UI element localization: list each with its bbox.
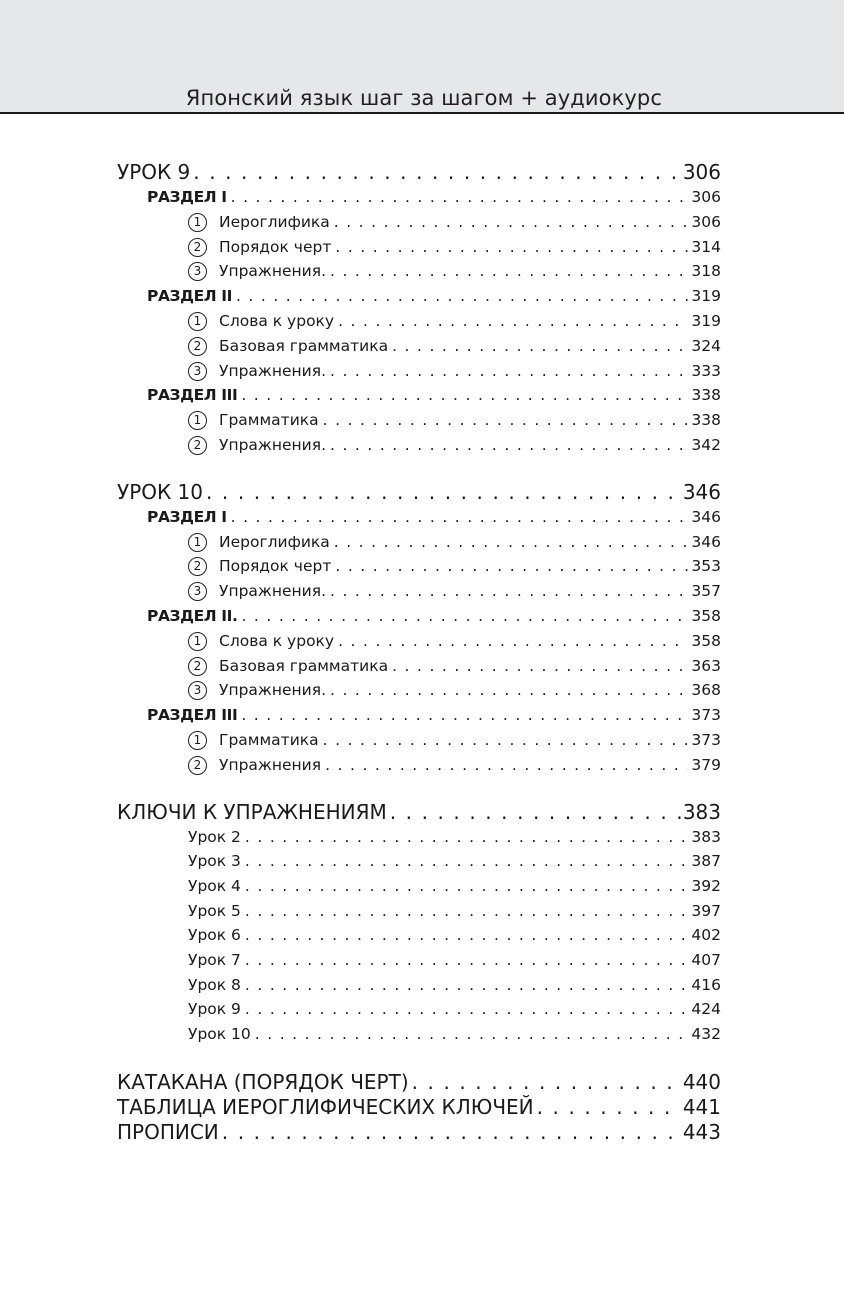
- circled-number-icon: 3: [188, 681, 207, 700]
- dot-leader: [222, 1120, 682, 1145]
- entry-title: Упражнения.: [219, 681, 327, 700]
- dot-leader: [245, 899, 688, 924]
- toc-entry-key-item[interactable]: [117, 899, 721, 924]
- entry-title: Грамматика: [219, 730, 319, 749]
- dot-leader: [412, 1070, 682, 1095]
- page-number: 402: [691, 926, 721, 945]
- toc-entry-item[interactable]: [117, 334, 721, 359]
- entry-title: ПРОПИСИ: [117, 1119, 219, 1144]
- dot-leader: [390, 800, 682, 825]
- entry-title: РАЗДЕЛ III: [147, 706, 238, 725]
- toc-entry-item[interactable]: [117, 753, 721, 778]
- circled-number-icon: 1: [188, 533, 207, 552]
- toc-entry-key-item[interactable]: [117, 874, 721, 899]
- toc-entry-section[interactable]: [117, 383, 721, 408]
- entry-title: Урок 9: [188, 1000, 241, 1019]
- entry-title: РАЗДЕЛ I: [147, 188, 227, 206]
- entry-title: Слова к уроку: [219, 311, 335, 330]
- toc-entry-item[interactable]: [117, 728, 721, 753]
- circled-number-icon: 2: [188, 337, 207, 356]
- dot-leader: [241, 383, 688, 408]
- toc-entry-key-item[interactable]: [117, 997, 721, 1022]
- running-header: [0, 0, 844, 114]
- toc-entry-key-item[interactable]: [117, 973, 721, 998]
- dot-leader: [325, 753, 688, 778]
- dot-leader: [231, 505, 689, 530]
- page-number: 397: [691, 901, 721, 920]
- table-of-contents: [117, 160, 721, 1145]
- entry-title: РАЗДЕЛ II: [147, 287, 232, 306]
- page-number: 432: [691, 1025, 721, 1044]
- dot-leader: [245, 948, 688, 973]
- entry-title: Упражнения.: [219, 262, 327, 281]
- entry-title: Урок 2: [188, 827, 241, 846]
- entry-title: Порядок черт: [219, 237, 332, 256]
- toc-entry-item[interactable]: [117, 359, 721, 384]
- page-number: 306: [682, 160, 721, 184]
- circled-number-icon: 3: [188, 262, 207, 281]
- page-number: 346: [682, 479, 721, 504]
- page-number: 392: [691, 876, 721, 895]
- page-number: 306: [691, 188, 721, 206]
- toc-entry-key-item[interactable]: [117, 849, 721, 874]
- page-number: 314: [691, 237, 721, 256]
- page-number: 379: [691, 755, 721, 774]
- toc-entry-section[interactable]: [117, 185, 721, 210]
- page-number: 319: [691, 287, 721, 306]
- page-number: 338: [691, 411, 721, 430]
- dot-leader: [335, 235, 688, 260]
- dot-leader: [338, 629, 688, 654]
- page-number: 383: [691, 827, 721, 846]
- page-number: 357: [691, 582, 721, 601]
- circled-number-icon: 2: [188, 756, 207, 775]
- page-number: 368: [691, 681, 721, 700]
- entry-title: КАТАКАНА (ПОРЯДОК ЧЕРТ): [117, 1069, 409, 1094]
- entry-title: Упражнения.: [219, 361, 327, 380]
- page-number: 358: [691, 606, 721, 625]
- dot-leader: [241, 703, 688, 728]
- circled-number-icon: 2: [188, 557, 207, 576]
- dot-leader: [392, 334, 688, 359]
- entry-title: Иероглифика: [219, 212, 330, 231]
- entry-title: Урок 4: [188, 876, 241, 895]
- entry-title: Урок 8: [188, 975, 241, 994]
- page-number: 441: [682, 1094, 721, 1119]
- toc-entry-keys[interactable]: [117, 800, 721, 825]
- entry-title: КЛЮЧИ К УПРАЖНЕНИЯМ: [117, 799, 387, 824]
- page-number: 373: [691, 706, 721, 725]
- circled-number-icon: 2: [188, 436, 207, 455]
- entry-title: Урок 5: [188, 901, 241, 920]
- page-number: 346: [691, 532, 721, 551]
- entry-title: ТАБЛИЦА ИЕРОГЛИФИЧЕСКИХ КЛЮЧЕЙ: [117, 1094, 534, 1119]
- toc-entry-section[interactable]: [117, 284, 721, 309]
- toc-entry-item[interactable]: [117, 579, 721, 604]
- dot-leader: [330, 433, 688, 458]
- entry-title: Урок 7: [188, 950, 241, 969]
- page-number: 358: [691, 631, 721, 650]
- entry-title: Упражнения.: [219, 435, 327, 454]
- toc-entry-item[interactable]: [117, 678, 721, 703]
- toc-entry-key-item[interactable]: [117, 825, 721, 850]
- toc-entry-key-item[interactable]: [117, 923, 721, 948]
- dot-leader: [245, 997, 688, 1022]
- page-number: 306: [691, 212, 721, 231]
- dot-leader: [537, 1095, 682, 1120]
- dot-leader: [245, 825, 688, 850]
- dot-leader: [330, 259, 688, 284]
- entry-title: УРОК 9: [117, 160, 191, 184]
- toc-entry-item[interactable]: [117, 210, 721, 235]
- toc-entry-item[interactable]: [117, 554, 721, 579]
- toc-entry-appendix[interactable]: [117, 1070, 721, 1095]
- entry-title: Порядок черт: [219, 557, 332, 576]
- dot-leader: [206, 480, 682, 505]
- dot-leader: [334, 210, 689, 235]
- page-number: 387: [691, 852, 721, 871]
- entry-title: РАЗДЕЛ II.: [147, 606, 238, 625]
- dot-leader: [323, 408, 689, 433]
- page-number: 440: [682, 1069, 721, 1094]
- toc-entry-key-item[interactable]: [117, 1022, 721, 1047]
- toc-entry-item[interactable]: [117, 654, 721, 679]
- entry-title: РАЗДЕЛ I: [147, 507, 227, 526]
- toc-entry-lesson[interactable]: [117, 480, 721, 505]
- dot-leader: [231, 185, 689, 210]
- dot-leader: [241, 604, 688, 629]
- entry-title: Иероглифика: [219, 532, 330, 551]
- dot-leader: [330, 359, 688, 384]
- page-number: 338: [691, 386, 721, 405]
- page-number: 346: [691, 507, 721, 526]
- entry-title: Урок 3: [188, 852, 241, 871]
- toc-entry-item[interactable]: [117, 235, 721, 260]
- toc-entry-item[interactable]: [117, 433, 721, 458]
- page-number: 363: [691, 656, 721, 675]
- entry-title: Базовая грамматика: [219, 656, 389, 675]
- entry-title: РАЗДЕЛ III: [147, 386, 238, 405]
- circled-number-icon: 1: [188, 411, 207, 430]
- dot-leader: [245, 923, 688, 948]
- entry-title: Слова к уроку: [219, 631, 335, 650]
- dot-leader: [392, 654, 688, 679]
- page-number: 319: [691, 311, 721, 330]
- circled-number-icon: 1: [188, 213, 207, 232]
- circled-number-icon: 2: [188, 657, 207, 676]
- dot-leader: [236, 284, 688, 309]
- circled-number-icon: 1: [188, 731, 207, 750]
- dot-leader: [245, 973, 688, 998]
- page-number: 407: [691, 950, 721, 969]
- dot-leader: [245, 849, 688, 874]
- page-number: 333: [691, 361, 721, 380]
- page-number: 416: [691, 975, 721, 994]
- entry-title: Базовая грамматика: [219, 336, 389, 355]
- spacer: [117, 458, 721, 480]
- dot-leader: [245, 874, 688, 899]
- dot-leader: [330, 579, 688, 604]
- page-number: 373: [691, 730, 721, 749]
- page-number: 424: [691, 1000, 721, 1019]
- page-number: 383: [682, 799, 721, 824]
- circled-number-icon: 1: [188, 312, 207, 331]
- toc-entry-section[interactable]: [117, 604, 721, 629]
- toc-entry-item[interactable]: [117, 629, 721, 654]
- entry-title: Урок 10: [188, 1025, 251, 1044]
- toc-entry-item[interactable]: [117, 530, 721, 555]
- spacer: [117, 1047, 721, 1070]
- circled-number-icon: 3: [188, 362, 207, 381]
- spacer: [117, 778, 721, 800]
- entry-title: Урок 6: [188, 926, 241, 945]
- entry-title: Упражнения: [219, 755, 322, 774]
- entry-title: УРОК 10: [117, 479, 203, 504]
- toc-entry-item[interactable]: [117, 408, 721, 433]
- toc-entry-item[interactable]: [117, 259, 721, 284]
- circled-number-icon: 3: [188, 582, 207, 601]
- circled-number-icon: 1: [188, 632, 207, 651]
- toc-entry-appendix[interactable]: [117, 1120, 721, 1145]
- book-title: Японский язык шаг за шагом + аудиокурс: [185, 86, 662, 110]
- page-number: 443: [682, 1119, 721, 1144]
- toc-entry-item[interactable]: [117, 309, 721, 334]
- dot-leader: [323, 728, 689, 753]
- entry-title: Упражнения.: [219, 582, 327, 601]
- page-number: 342: [691, 435, 721, 454]
- toc-entry-lesson[interactable]: [117, 160, 721, 185]
- toc-entry-key-item[interactable]: [117, 948, 721, 973]
- dot-leader: [338, 309, 688, 334]
- circled-number-icon: 2: [188, 238, 207, 257]
- page-number: 324: [691, 336, 721, 355]
- page-number: 318: [691, 262, 721, 281]
- entry-title: Грамматика: [219, 411, 319, 430]
- toc-entry-section[interactable]: [117, 703, 721, 728]
- dot-leader: [330, 678, 688, 703]
- toc-entry-appendix[interactable]: [117, 1095, 721, 1120]
- dot-leader: [335, 554, 688, 579]
- dot-leader: [255, 1022, 689, 1047]
- toc-entry-section[interactable]: [117, 505, 721, 530]
- dot-leader: [193, 160, 682, 185]
- dot-leader: [334, 530, 689, 555]
- page-number: 353: [691, 557, 721, 576]
